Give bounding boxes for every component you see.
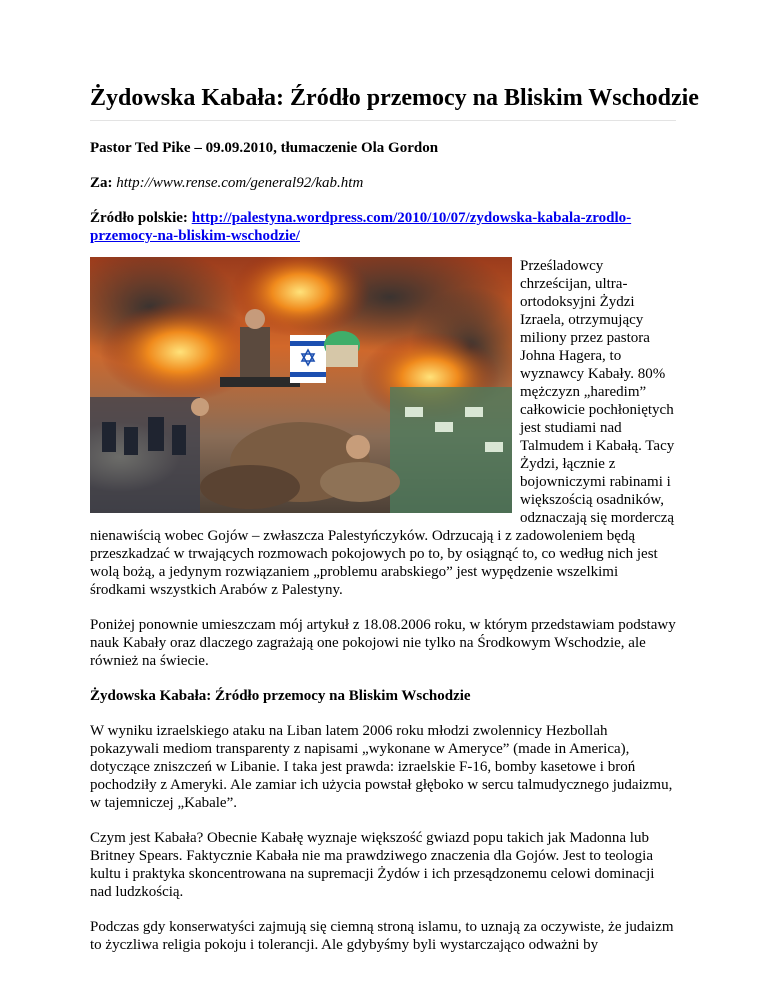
source-link[interactable]: http://palestyna.wordpress.com/2010/10/07/zydowska-kabala-zrodlo-przemocy-na-bliskim-wschodzie/ xyxy=(90,210,632,244)
repost-note: Poniżej ponownie umieszczam mój artykuł z 18.08.2006 roku, w którym przedstawiam podstawy nauk Kabały oraz dlaczego zagrażają one pokojowi nie tylko na Środkowym Wschodzie, ale również na świecie. xyxy=(90,617,676,669)
intro-block xyxy=(90,257,676,599)
source-label: Źródło polskie: xyxy=(90,210,188,226)
source-line xyxy=(90,209,676,245)
document-page xyxy=(90,0,699,954)
paragraph-3: Podczas gdy konserwatyści zajmują się ciemną stroną islamu, to uznają za oczywiste, że judaizm to życzliwa religia pokoju i tolerancji. Ale gdybyśmy byli wystarczająco odważni by xyxy=(90,919,674,953)
za-url: http://www.rense.com/general92/kab.htm xyxy=(116,175,364,191)
section-heading: Żydowska Kabała: Źródło przemocy na Bliskim Wschodzie xyxy=(90,688,471,704)
document-title: Żydowska Kabała: Źródło przemocy na Bliskim Wschodzie xyxy=(90,0,676,121)
paragraph-2: Czym jest Kabała? Obecnie Kabałę wyznaje większość gwiazd popu takich jak Madonna lub Britney Spears. Faktycznie Kabała nie ma prawdziwego znaczenia dla Gojów. Jest to teologia kultu i praktyka skoncentrowana na supremacji Żydów i ich przesądzonemu celowi dominacji nad ludzkością. xyxy=(90,830,655,900)
za-line xyxy=(90,174,676,192)
za-label: Za: xyxy=(90,175,113,191)
byline: Pastor Ted Pike – 09.09.2010, tłumaczenie Ola Gordon xyxy=(90,140,439,156)
collage-image xyxy=(90,257,512,513)
paragraph-1: W wyniku izraelskiego ataku na Liban latem 2006 roku młodzi zwolennicy Hezbollah pokazywali mediom transparenty z napisami „wykonane w Ameryce” (made in America), dotyczące zniszczeń w Libanie. I taka jest prawda: izraelskie F-16, bomby kasetowe i broń pochodziły z Ameryki. Ale zamiar ich użycia powstał głęboko w sercu talmudycznego judaizmu, w tajemniczej „Kabale”. xyxy=(90,723,673,811)
intro-text: Prześladowcy chrześcijan, ultra-ortodoksyjni Żydzi Izraela, otrzymujący miliony przez pastora Johna Hagera, to wyznawcy Kabały. 80% mężczyzn „haredim” całkowicie pochłoniętych jest studiami nad Talmudem i Kabałą. Tacy Żydzi, łącznie z bojowniczymi rabinami i większością osadników, odznaczają się morderczą nienawiścią wobec Gojów – zwłaszcza Palestyńczyków. Odrzucają i z zadowoleniem będą przeszkadzać w trwających rozmowach pokojowych po to, by osiągnąć to, co według nich jest wolą bożą, a jedynym rozwiązaniem „problemu arabskiego” jest wypędzenie wszelkimi środkami wszystkich Arabów z Palestyny. xyxy=(90,258,675,598)
